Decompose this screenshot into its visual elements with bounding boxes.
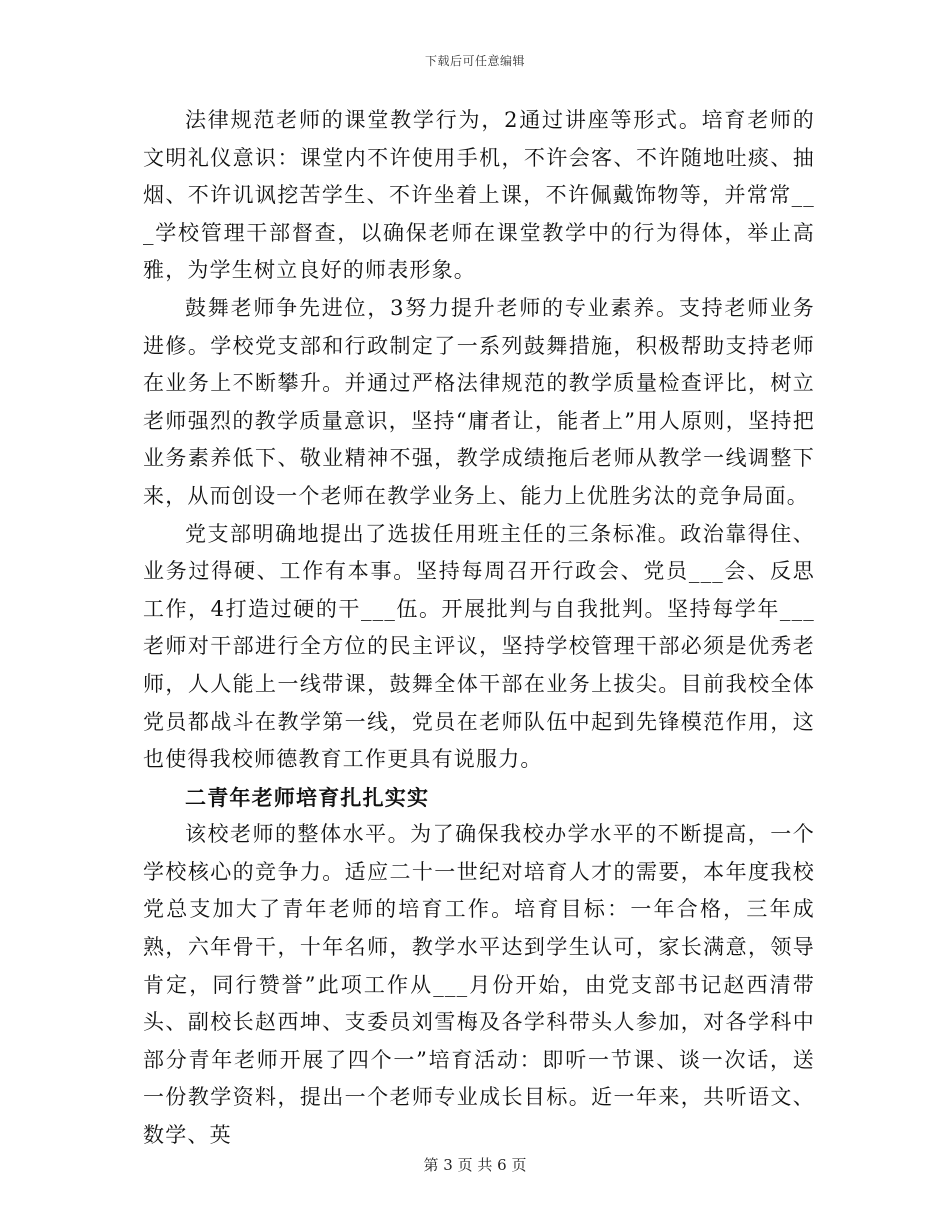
paragraph-4: 该校老师的整体水平。为了确保我校办学水平的不断提高，一个学校核心的竞争力。适应二十一世纪对培育人才的需要，本年度我校党总支加大了青年老师的培育工作。培育目标：一年合格，三年成熟，六年骨干，十年名师，教学水平达到学生认可，家长满意，领导肯定，同行赞誉”此项工作从___月份开始，由党支部书记赵西清带头、副校长赵西坤、支委员刘雪梅及各学科带头人参加，对各学科中部分青年老师开展了四个一”培育活动：即听一节课、谈一次话，送一份教学资料，提出一个老师专业成长目标。近一年来，共听语文、数学、英 — [143, 822, 815, 1148]
section-heading: 二青年老师培育扎扎实实 — [185, 784, 430, 810]
page-header: 下载后可任意编辑 — [424, 54, 525, 68]
document-body — [143, 102, 815, 1155]
paragraph-1: 法律规范老师的课堂教学行为，2通过讲座等形式。培育老师的文明礼仪意识：课堂内不许使用手机，不许会客、不许随地吐痰、抽烟、不许讥讽挖苦学生、不许坐着上课，不许佩戴饰物等，并常常___学校管理干部督查，以确保老师在课堂教学中的行为得体，举止高雅，为学生树立良好的师表形象。 — [143, 108, 815, 283]
paragraph-3: 党支部明确地提出了选拔任用班主任的三条标准。政治靠得住、业务过得硬、工作有本事。坚持每周召开行政会、党员___会、反思工作，4打造过硬的干___伍。开展批判与自我批判。坚持每学年___老师对干部进行全方位的民主评议，坚持学校管理干部必须是优秀老师，人人能上一线带课，鼓舞全体干部在业务上拔尖。目前我校全体党员都战斗在教学第一线，党员在老师队伍中起到先锋模范作用，这也使得我校师德教育工作更具有说服力。 — [143, 521, 815, 772]
page-number: 第 3 页 共 6 页 — [423, 1156, 527, 1174]
paragraph-2: 鼓舞老师争先进位，3努力提升老师的专业素养。支持老师业务进修。学校党支部和行政制定了一系列鼓舞措施，积极帮助支持老师在业务上不断攀升。并通过严格法律规范的教学质量检查评比，树立老师强烈的教学质量意识，坚持“庸者让，能者上”用人原则，坚持把业务素养低下、敬业精神不强，教学成绩拖后老师从教学一线调整下来，从而创设一个老师在教学业务上、能力上优胜劣汰的竞争局面。 — [143, 295, 815, 508]
